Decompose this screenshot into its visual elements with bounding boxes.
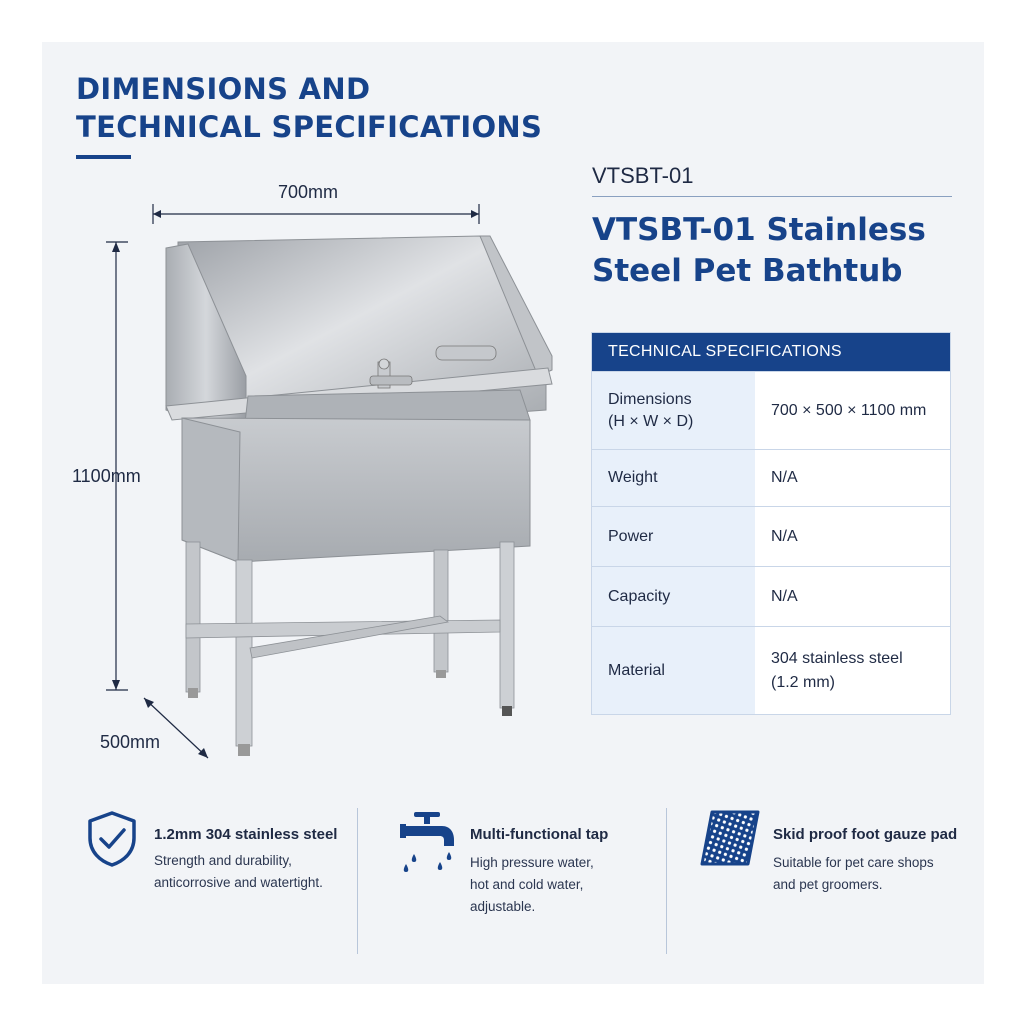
gauze-pad-icon [700,810,760,866]
width-label: 700mm [278,182,339,202]
code-divider [592,196,952,197]
spec-label [592,372,756,450]
spec-row-capacity [592,567,951,627]
product-code: VTSBT-01 [592,163,694,188]
feature-tap [400,810,660,950]
spec-row-dimensions [592,372,951,450]
spec-value-text: 304 stainless steel [771,649,903,667]
spec-label: Weight [592,450,756,507]
feature-description-line: Strength and durability, [154,853,292,868]
width-dimension [153,204,479,224]
product-name [592,210,952,292]
height-label: 1100mm [72,466,141,486]
feature-steel [86,810,348,950]
faucet-icon [400,810,458,876]
feature-description-line: anticorrosive and watertight. [154,875,323,890]
feature-divider [357,808,358,954]
feature-description-line: hot and cold water, [470,877,584,892]
spec-label: Power [592,507,756,567]
page-title [76,70,596,146]
feature-description-line: and pet groomers. [773,877,883,892]
feature-title: Multi-functional tap [470,826,609,843]
feature-description-line: High pressure water, [470,855,594,870]
title-underline [76,155,131,159]
spec-value: N/A [755,450,951,507]
shower-nozzle [436,346,496,360]
spec-label-text: Dimensions [608,390,692,408]
spec-value: 700 × 500 × 1100 mm [755,372,951,450]
title-line-2: TECHNICAL SPECIFICATIONS [76,110,543,144]
shield-check-icon [86,810,138,868]
spec-label: Material [592,627,756,715]
product-drawing [60,170,560,770]
spec-table-heading: TECHNICAL SPECIFICATIONS [592,333,951,372]
title-line-1: DIMENSIONS AND [76,72,371,106]
spec-row-weight [592,450,951,507]
feature-description-line: Suitable for pet care shops [773,855,934,870]
feature-description [154,850,323,894]
feature-title: Skid proof foot gauze pad [773,826,958,843]
spec-value: N/A [755,507,951,567]
feature-description [470,852,594,918]
feature-pad [700,810,960,950]
product-name-line-1: VTSBT-01 Stainless [592,212,926,248]
bathtub-legs [186,542,514,756]
feature-title: 1.2mm 304 stainless steel [154,826,338,843]
feature-divider [666,808,667,954]
spec-row-material [592,627,951,715]
feature-description-line: adjustable. [470,899,536,914]
spec-value [755,627,951,715]
spec-row-power [592,507,951,567]
spec-value: N/A [755,567,951,627]
product-name-line-2: Steel Pet Bathtub [592,253,903,289]
feature-description [773,852,934,896]
spec-value-subtext: (1.2 mm) [771,673,835,691]
spec-label-subtext: (H × W × D) [608,412,694,430]
spec-table [591,332,951,715]
depth-label: 500mm [100,732,161,752]
spec-label: Capacity [592,567,756,627]
